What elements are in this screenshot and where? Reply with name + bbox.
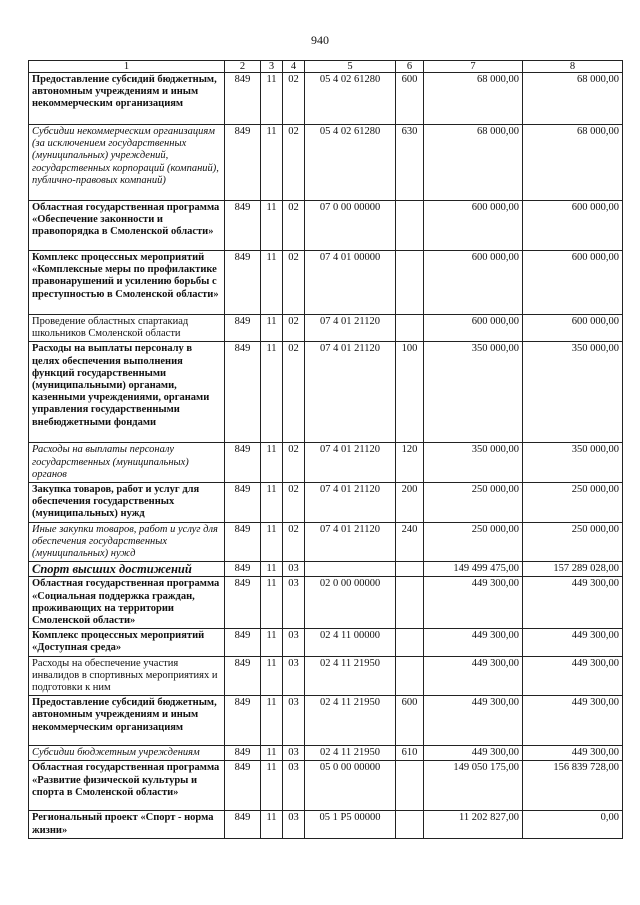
row-ministry-code: 849	[225, 443, 261, 483]
table-row	[29, 761, 623, 811]
row-amount-year-1: 350 000,00	[424, 342, 523, 443]
row-target-article: 07 4 01 21120	[305, 522, 396, 562]
row-name: Комплекс процессных мероприятий «Доступная среда»	[29, 629, 225, 656]
row-section-code: 11	[261, 443, 283, 483]
row-amount-year-2: 157 289 028,00	[523, 562, 623, 577]
row-target-article: 05 1 P5 00000	[305, 811, 396, 838]
row-ministry-code: 849	[225, 201, 261, 251]
row-name: Иные закупки товаров, работ и услуг для обеспечения государственных (муниципальных) нужд	[29, 522, 225, 562]
table-row	[29, 73, 623, 125]
col-header-5: 5	[305, 61, 396, 73]
row-expense-type	[396, 656, 424, 696]
table-row	[29, 315, 623, 342]
row-expense-type	[396, 251, 424, 315]
row-amount-year-1: 149 499 475,00	[424, 562, 523, 577]
row-name: Расходы на обеспечение участия инвалидов в спортивных мероприятиях и подготовки к ним	[29, 656, 225, 696]
row-amount-year-1: 350 000,00	[424, 443, 523, 483]
row-target-article: 02 4 11 21950	[305, 746, 396, 761]
row-amount-year-2: 250 000,00	[523, 483, 623, 523]
table-row	[29, 562, 623, 577]
row-subsection-code: 02	[283, 443, 305, 483]
row-amount-year-1: 449 300,00	[424, 577, 523, 629]
col-header-7: 7	[424, 61, 523, 73]
row-ministry-code: 849	[225, 251, 261, 315]
row-subsection-code: 02	[283, 201, 305, 251]
row-subsection-code: 02	[283, 125, 305, 201]
row-ministry-code: 849	[225, 342, 261, 443]
row-amount-year-1: 250 000,00	[424, 522, 523, 562]
row-amount-year-1: 449 300,00	[424, 696, 523, 746]
row-name: Расходы на выплаты персоналу в целях обеспечения выполнения функций государственными (муниципальными) органами, казенными учреждениями, органами управления государственными внебюджетными фондами	[29, 342, 225, 443]
row-name: Субсидии бюджетным учреждениям	[29, 746, 225, 761]
row-section-code: 11	[261, 629, 283, 656]
row-expense-type: 630	[396, 125, 424, 201]
row-name: Предоставление субсидий бюджетным, автономным учреждениям и иным некоммерческим организациям	[29, 73, 225, 125]
col-header-2: 2	[225, 61, 261, 73]
row-amount-year-1: 449 300,00	[424, 656, 523, 696]
row-section-code: 11	[261, 562, 283, 577]
row-subsection-code: 03	[283, 811, 305, 838]
row-amount-year-1: 149 050 175,00	[424, 761, 523, 811]
row-amount-year-1: 600 000,00	[424, 251, 523, 315]
row-subsection-code: 02	[283, 522, 305, 562]
col-header-8: 8	[523, 61, 623, 73]
row-ministry-code: 849	[225, 629, 261, 656]
row-amount-year-2: 449 300,00	[523, 656, 623, 696]
row-target-article: 07 0 00 00000	[305, 201, 396, 251]
row-amount-year-2: 250 000,00	[523, 522, 623, 562]
row-ministry-code: 849	[225, 483, 261, 523]
row-section-code: 11	[261, 522, 283, 562]
row-section-code: 11	[261, 746, 283, 761]
table-row	[29, 483, 623, 523]
page-number: 940	[311, 33, 329, 47]
table-row	[29, 342, 623, 443]
table-row	[29, 251, 623, 315]
table-row	[29, 125, 623, 201]
row-amount-year-2: 350 000,00	[523, 443, 623, 483]
row-subsection-code: 03	[283, 629, 305, 656]
row-expense-type: 600	[396, 73, 424, 125]
row-section-code: 11	[261, 761, 283, 811]
row-expense-type: 600	[396, 696, 424, 746]
row-expense-type	[396, 201, 424, 251]
col-header-1: 1	[29, 61, 225, 73]
row-subsection-code: 03	[283, 577, 305, 629]
row-amount-year-2: 449 300,00	[523, 577, 623, 629]
row-amount-year-1: 449 300,00	[424, 746, 523, 761]
row-target-article: 02 4 11 00000	[305, 629, 396, 656]
row-name: Областная государственная программа «Обеспечение законности и правопорядка в Смоленской области»	[29, 201, 225, 251]
row-ministry-code: 849	[225, 315, 261, 342]
table-row	[29, 811, 623, 838]
row-name: Закупка товаров, работ и услуг для обеспечения государственных (муниципальных) нужд	[29, 483, 225, 523]
row-amount-year-2: 600 000,00	[523, 251, 623, 315]
col-header-4: 4	[283, 61, 305, 73]
row-ministry-code: 849	[225, 125, 261, 201]
row-target-article	[305, 562, 396, 577]
row-target-article: 05 4 02 61280	[305, 73, 396, 125]
row-name: Проведение областных спартакиад школьников Смоленской области	[29, 315, 225, 342]
row-amount-year-1: 250 000,00	[424, 483, 523, 523]
row-name: Спорт высших достижений	[29, 562, 225, 577]
row-subsection-code: 02	[283, 342, 305, 443]
col-header-3: 3	[261, 61, 283, 73]
row-subsection-code: 02	[283, 73, 305, 125]
col-header-6: 6	[396, 61, 424, 73]
row-amount-year-2: 600 000,00	[523, 201, 623, 251]
row-subsection-code: 03	[283, 562, 305, 577]
row-expense-type	[396, 629, 424, 656]
row-expense-type: 200	[396, 483, 424, 523]
row-subsection-code: 03	[283, 656, 305, 696]
row-subsection-code: 03	[283, 761, 305, 811]
row-target-article: 02 4 11 21950	[305, 656, 396, 696]
row-ministry-code: 849	[225, 811, 261, 838]
row-section-code: 11	[261, 577, 283, 629]
row-subsection-code: 02	[283, 483, 305, 523]
row-amount-year-2: 449 300,00	[523, 746, 623, 761]
row-target-article: 07 4 01 21120	[305, 483, 396, 523]
table-body	[29, 73, 623, 839]
row-ministry-code: 849	[225, 562, 261, 577]
table-row	[29, 443, 623, 483]
row-expense-type	[396, 315, 424, 342]
row-expense-type	[396, 562, 424, 577]
row-amount-year-1: 600 000,00	[424, 315, 523, 342]
row-ministry-code: 849	[225, 656, 261, 696]
row-section-code: 11	[261, 201, 283, 251]
row-ministry-code: 849	[225, 696, 261, 746]
row-amount-year-2: 600 000,00	[523, 315, 623, 342]
row-expense-type	[396, 811, 424, 838]
row-expense-type	[396, 761, 424, 811]
row-target-article: 05 0 00 00000	[305, 761, 396, 811]
row-target-article: 02 4 11 21950	[305, 696, 396, 746]
row-target-article: 07 4 01 21120	[305, 443, 396, 483]
row-section-code: 11	[261, 315, 283, 342]
row-name: Предоставление субсидий бюджетным, автономным учреждениям и иным некоммерческим организациям	[29, 696, 225, 746]
row-target-article: 07 4 01 21120	[305, 315, 396, 342]
row-expense-type: 120	[396, 443, 424, 483]
row-amount-year-2: 156 839 728,00	[523, 761, 623, 811]
row-amount-year-1: 449 300,00	[424, 629, 523, 656]
row-section-code: 11	[261, 73, 283, 125]
table-row	[29, 696, 623, 746]
row-name: Региональный проект «Спорт - норма жизни»	[29, 811, 225, 838]
row-expense-type: 610	[396, 746, 424, 761]
row-section-code: 11	[261, 696, 283, 746]
header-row	[29, 61, 623, 73]
row-amount-year-2: 350 000,00	[523, 342, 623, 443]
row-name: Расходы на выплаты персоналу государственных (муниципальных) органов	[29, 443, 225, 483]
row-subsection-code: 02	[283, 315, 305, 342]
row-target-article: 07 4 01 00000	[305, 251, 396, 315]
row-section-code: 11	[261, 342, 283, 443]
table-row	[29, 201, 623, 251]
row-name: Областная государственная программа «Развитие физической культуры и спорта в Смоленской области»	[29, 761, 225, 811]
row-ministry-code: 849	[225, 577, 261, 629]
row-subsection-code: 03	[283, 746, 305, 761]
row-section-code: 11	[261, 483, 283, 523]
table-row	[29, 746, 623, 761]
row-expense-type	[396, 577, 424, 629]
row-expense-type: 240	[396, 522, 424, 562]
row-ministry-code: 849	[225, 522, 261, 562]
row-amount-year-2: 449 300,00	[523, 696, 623, 746]
row-expense-type: 100	[396, 342, 424, 443]
row-amount-year-2: 68 000,00	[523, 73, 623, 125]
row-amount-year-2: 68 000,00	[523, 125, 623, 201]
row-target-article: 05 4 02 61280	[305, 125, 396, 201]
row-amount-year-1: 11 202 827,00	[424, 811, 523, 838]
row-name: Комплекс процессных мероприятий «Комплексные меры по профилактике правонарушений и усилению борьбы с преступностью в Смоленской области»	[29, 251, 225, 315]
budget-table	[28, 60, 623, 839]
table-row	[29, 522, 623, 562]
row-section-code: 11	[261, 251, 283, 315]
table-row	[29, 656, 623, 696]
table-row	[29, 629, 623, 656]
row-amount-year-1: 68 000,00	[424, 73, 523, 125]
row-subsection-code: 03	[283, 696, 305, 746]
row-amount-year-1: 600 000,00	[424, 201, 523, 251]
row-section-code: 11	[261, 125, 283, 201]
table-row	[29, 577, 623, 629]
row-subsection-code: 02	[283, 251, 305, 315]
row-amount-year-1: 68 000,00	[424, 125, 523, 201]
row-target-article: 07 4 01 21120	[305, 342, 396, 443]
row-target-article: 02 0 00 00000	[305, 577, 396, 629]
row-amount-year-2: 0,00	[523, 811, 623, 838]
row-amount-year-2: 449 300,00	[523, 629, 623, 656]
row-section-code: 11	[261, 811, 283, 838]
row-ministry-code: 849	[225, 761, 261, 811]
row-name: Областная государственная программа «Социальная поддержка граждан, проживающих на территории Смоленской области»	[29, 577, 225, 629]
row-ministry-code: 849	[225, 746, 261, 761]
row-ministry-code: 849	[225, 73, 261, 125]
row-section-code: 11	[261, 656, 283, 696]
row-name: Субсидии некоммерческим организациям (за исключением государственных (муниципальных) учреждений, государственных корпораций (компаний), публично-правовых компаний)	[29, 125, 225, 201]
